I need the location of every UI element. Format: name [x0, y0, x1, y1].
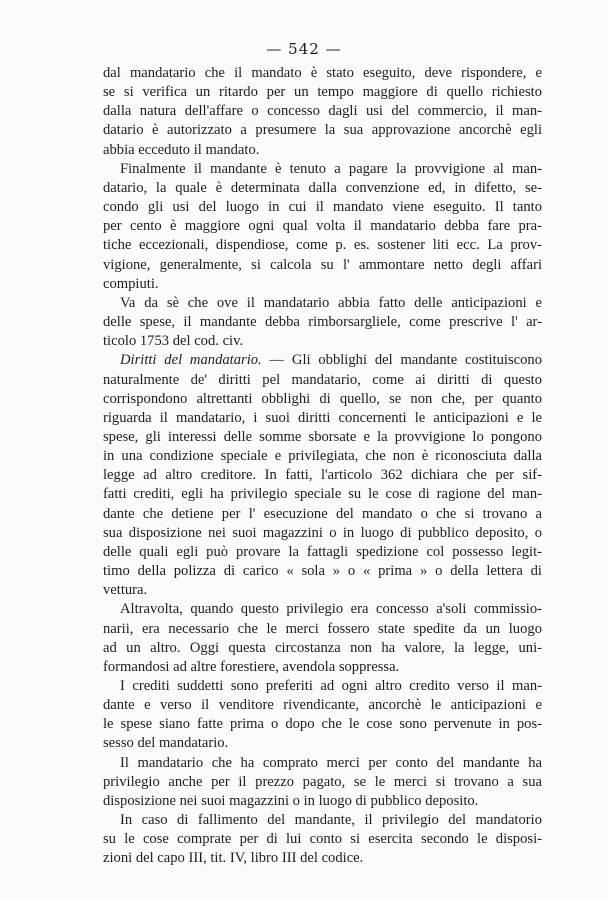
- paragraph: [103, 811, 542, 868]
- section-heading: Diritti del mandatario.: [120, 352, 262, 369]
- text-line: Il mandatario che ha comprato merci per conto del mandante ha: [120, 754, 542, 771]
- text-line: narii, era necessario che le merci fossero state spedite da un luogo: [103, 620, 542, 637]
- text-line: su le cose comprate per di lui conto si esercita secondo le disposi-: [103, 831, 542, 848]
- text-line: naturalmente de' diritti pel mandatario, come ai diritti di questo: [103, 371, 542, 388]
- text-line: se si verifica un ritardo per un tempo maggiore di quello richiesto: [103, 84, 542, 101]
- text-line: dal mandatario che il mandato è stato eseguito, deve rispondere, e: [103, 65, 542, 81]
- text-line: delle quali egli può provare la fattagli spedizione col possesso legit-: [103, 543, 542, 560]
- paragraph: [103, 677, 542, 754]
- text-line: Altravolta, quando questo privilegio era concesso a'soli commissio-: [120, 601, 542, 618]
- text-line: corrispondono altrettanti obblighi di quello, se non che, per quanto: [103, 390, 542, 407]
- text-line: per cento è maggiore ogni qual volta il mandatario debba fare pra-: [103, 218, 542, 235]
- paragraph: [103, 294, 542, 351]
- text-line: spese, gli interessi delle somme sborsate e la provvigione lo pongono: [103, 428, 542, 445]
- text-line: delle spese, il mandante debba rimborsargliele, come prescrive l' ar-: [103, 314, 542, 331]
- text-line: ad un altro. Oggi questa circostanza non ha valore, la legge, uni-: [103, 639, 542, 656]
- text-line: legge ad altro creditore. In fatti, l'articolo 362 dichiara che per sif-: [103, 467, 542, 484]
- paragraph: [103, 64, 542, 160]
- text-line: dante e verso il venditore rivendicante, ancorchè le anticipazioni e: [103, 697, 542, 714]
- text-line: [103, 351, 542, 370]
- text-line: In caso di fallimento del mandante, il privilegio del mandatorio: [120, 812, 542, 829]
- text-line: fatti crediti, egli ha privilegio speciale su le cose di ragione del man-: [103, 486, 542, 503]
- text-line: vettura.: [103, 582, 148, 599]
- page-number: — 542 —: [266, 40, 342, 58]
- text-line: datario è autorizzato a presumere la sua approvazione ancorchè egli: [103, 122, 542, 139]
- text-line: formandosi ad altre forestiere, avendola soppressa.: [103, 658, 400, 675]
- text-line: in una condizione speciale e privilegiata, che non è riconosciuta dalla: [103, 448, 542, 465]
- text-line: dalla natura dell'affare o concesso dagli usi del commercio, il man-: [103, 103, 542, 120]
- text-line: Va da sè che ove il mandatario abbia fatto delle anticipazioni e: [120, 294, 542, 311]
- text-line: privilegio anche per il prezzo pagato, se le merci si trovano a sua: [103, 773, 542, 790]
- text-line: timo della polizza di carico « sola » o « prima » o della lettera di: [103, 563, 542, 580]
- text-run: — Gli obblighi del mandante costituiscono: [261, 352, 543, 369]
- text-line: Finalmente il mandante è tenuto a pagare la provvigione al man-: [120, 160, 542, 177]
- text-line: sua disposizione nei suoi magazzini o in luogo di pubblico deposito, o: [103, 524, 542, 541]
- body-text: [103, 64, 542, 869]
- paragraph: [103, 351, 542, 600]
- text-line: dante che detiene per l' esecuzione del mandato o che si trovano a: [103, 505, 542, 522]
- paragraph: [103, 600, 542, 677]
- paragraph: [103, 160, 542, 294]
- text-line: zioni del capo III, tit. IV, libro III del codice.: [103, 850, 364, 867]
- text-line: abbia ecceduto il mandato.: [103, 141, 260, 158]
- text-line: condo gli usi del luogo in cui il mandato viene eseguito. Il tanto: [103, 199, 542, 216]
- text-line: sesso del mandatario.: [103, 735, 229, 752]
- text-line: riguarda il mandatario, i suoi diritti concernenti le anticipazioni e le: [103, 409, 542, 426]
- text-line: I crediti suddetti sono preferiti ad ogni altro credito verso il man-: [120, 678, 542, 694]
- paragraph: [103, 754, 542, 811]
- text-line: datario, la quale è determinata dalla convenzione ed, in difetto, se-: [103, 179, 542, 196]
- text-line: disposizione nei suoi magazzini o in luogo di pubblico deposito.: [103, 792, 479, 809]
- text-line: tiche eccezionali, dispendiose, come p. es. sostener liti ecc. La prov-: [103, 237, 542, 254]
- text-line: ticolo 1753 del cod. civ.: [103, 333, 244, 350]
- text-line: compiuti.: [103, 275, 159, 292]
- text-line: vigione, generalmente, si calcola su l' ammontare netto degli affari: [103, 256, 542, 273]
- text-line: le spese siano fatte prima o dopo che le cose sono pervenute in pos-: [103, 716, 542, 733]
